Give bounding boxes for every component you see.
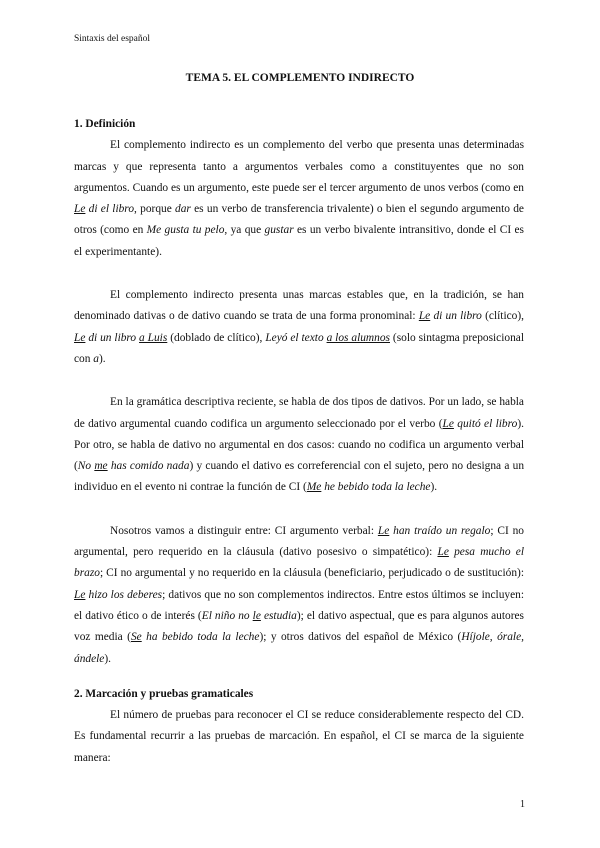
document-body [74, 114, 524, 769]
example-text: has comido nada [107, 460, 190, 473]
example-text: Leyó el texto [265, 331, 327, 344]
text-run: ); y otros dativos del español de México ( [259, 631, 462, 644]
example [78, 460, 190, 472]
paragraph-3 [74, 392, 524, 498]
text-run: es un verbo bivalente intransitivo, donde el CI es el experimentante). [74, 224, 524, 258]
paragraph-gap [74, 499, 524, 521]
text-run: , porque [134, 203, 176, 216]
text-run: Nosotros vamos a distinguir entre: CI argumento verbal: [110, 524, 378, 537]
example [265, 332, 390, 344]
section-heading-marcacion: 2. Marcación y pruebas gramaticales [74, 687, 254, 700]
text-run: (clítico), [481, 310, 524, 323]
text-run: (solo sintagma preposicional con [74, 331, 525, 365]
example [74, 332, 167, 344]
example-text: he bebido toda la leche [321, 481, 431, 494]
underlined-ci: Me [306, 481, 322, 494]
example [131, 631, 259, 643]
text-run: ). [430, 481, 438, 494]
document-title: TEMA 5. EL COMPLEMENTO INDIRECTO [185, 72, 415, 84]
example [307, 481, 431, 493]
section-gap [74, 670, 524, 684]
underlined-ci: a los alumnos [326, 331, 390, 344]
paragraph-gap [74, 370, 524, 392]
example-text: quitó el libro [453, 417, 518, 430]
paragraph-4 [74, 521, 524, 670]
underlined-ci: Le [74, 203, 86, 216]
text-run: ); el dativo aspectual, que es para algunos autores voz media ( [74, 609, 524, 644]
text-run: En la gramática descriptiva reciente, se habla de dos tipos de dativos. Por un lado, se habla de dativo argumental cuando codifica un argumento seleccionado por el verbo ( [74, 396, 524, 430]
example-text: di un libro [430, 310, 482, 323]
example [74, 589, 162, 601]
underlined-ci: Le [74, 331, 86, 344]
underlined-ci: Le [377, 524, 390, 537]
example-text: di el libro [85, 203, 135, 216]
example-text: pesa mucho el brazo [74, 546, 524, 580]
example-text: No [77, 460, 95, 473]
example-text: a [93, 352, 99, 365]
text-run: ; dativos que no son complementos indirectos. Entre estos últimos se incluyen: el dativo ético o de interés ( [74, 588, 524, 622]
underlined-ci: me [94, 460, 108, 473]
text-run: , ya que [224, 224, 265, 237]
paragraph-1 [74, 135, 524, 263]
example-text: Híjole, órale, ándele [74, 631, 524, 665]
example-text: Me gusta tu pelo [146, 224, 225, 237]
example-text: di un libro [85, 331, 140, 344]
text-run: El complemento indirecto presenta unas marcas estables que, en la tradición, se han denominado dativas o de dativo cuando se trata de una forma pronominal: [74, 289, 524, 323]
text-run: (doblado de clítico), [167, 331, 266, 344]
example-text: El niño no [201, 609, 253, 622]
example [419, 310, 482, 322]
text-run: es un verbo de transferencia trivalente) o bien el segundo argumento de otros (como en [74, 203, 524, 237]
text-run: ). [104, 652, 112, 665]
underlined-ci: Se [130, 631, 142, 644]
underlined-ci: Le [442, 417, 454, 430]
running-header: Sintaxis del español [74, 34, 150, 44]
example-text: dar [175, 203, 191, 216]
underlined-ci: Le [418, 310, 431, 323]
example-text: hizo los deberes [85, 588, 163, 601]
text-run: ) y cuando el dativo es correferencial con el sujeto, pero no designa a un individuo en el evento ni contrae la función de CI ( [74, 460, 525, 494]
text-run: ; CI no argumental y no requerido en la cláusula (beneficiario, perjudicado o de sustitución): [99, 567, 524, 580]
example [443, 418, 518, 430]
example-text: han traído un regalo [389, 524, 491, 537]
example-text: gustar [264, 224, 294, 237]
example-text: ha bebido toda la leche [141, 631, 260, 644]
text-run: ). [99, 352, 106, 365]
text-run: El complemento indirecto es un complemento del verbo que presenta unas determinadas marcas y que representa tanto a argumentos verbales como a constituyentes que no son argumentos. Cuando es un argumento, este puede ser el tercer argumento de unos verbos (como en [74, 139, 524, 194]
example [378, 525, 490, 537]
paragraph-5: El número de pruebas para reconocer el CI se reduce considerablemente respecto del CD. Es fundamental recurrir a las pruebas de marcación. En español, el CI se marca de la siguiente manera: [74, 709, 524, 764]
text-run: ). Por otro, se habla de dativo no argumental en dos casos: cuando no codifica un argumento verbal ( [74, 417, 524, 473]
example-text: estudia [260, 609, 297, 622]
underlined-ci: Le [74, 588, 86, 601]
example [202, 610, 297, 622]
paragraph-2 [74, 285, 524, 370]
underlined-ci: le [252, 609, 261, 622]
paragraph-gap [74, 263, 524, 285]
text-run: ; CI no argumental, pero requerido en la cláusula (dativo posesivo o simpatético): [74, 524, 524, 559]
section-heading-definicion: 1. Definición [74, 118, 136, 130]
underlined-ci: a Luis [139, 331, 168, 344]
example [74, 203, 134, 215]
page-number: 1 [520, 799, 525, 810]
underlined-ci: Le [437, 546, 449, 559]
